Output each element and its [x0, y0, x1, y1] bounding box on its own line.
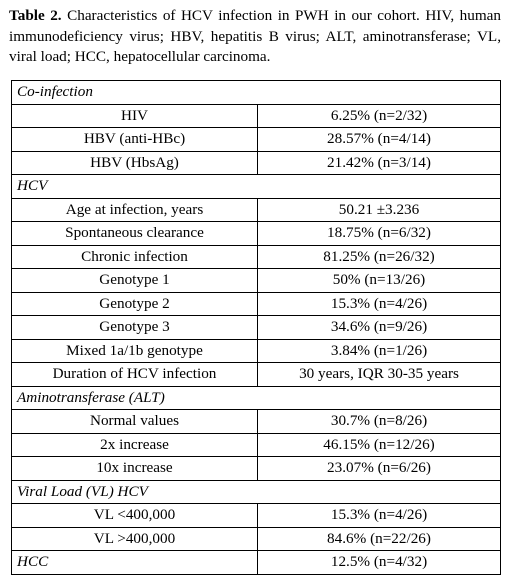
row-value: 6.25% (n=2/32) [258, 104, 501, 128]
section-header-row [12, 386, 501, 410]
section-header-row [12, 175, 501, 199]
row-value: 30.7% (n=8/26) [258, 410, 501, 434]
row-label: 10x increase [12, 457, 258, 481]
section-title-viral-load: Viral Load (VL) HCV [12, 480, 501, 504]
row-value: 84.6% (n=22/26) [258, 527, 501, 551]
row-label: VL >400,000 [12, 527, 258, 551]
section-title-co-infection: Co-infection [12, 81, 501, 105]
table-row [12, 316, 501, 340]
row-label: Mixed 1a/1b genotype [12, 339, 258, 363]
hcc-value: 12.5% (n=4/32) [258, 551, 501, 575]
row-value: 46.15% (n=12/26) [258, 433, 501, 457]
table-row [12, 104, 501, 128]
row-value: 23.07% (n=6/26) [258, 457, 501, 481]
table-row [12, 198, 501, 222]
table-row [12, 410, 501, 434]
table-row [12, 433, 501, 457]
row-label: Age at infection, years [12, 198, 258, 222]
table-row [12, 363, 501, 387]
table-row [12, 457, 501, 481]
row-value: 34.6% (n=9/26) [258, 316, 501, 340]
table-row [12, 292, 501, 316]
row-value: 15.3% (n=4/26) [258, 292, 501, 316]
table-row [12, 151, 501, 175]
section-header-row [12, 480, 501, 504]
table-caption-label: Table 2. [9, 7, 62, 24]
row-value: 18.75% (n=6/32) [258, 222, 501, 246]
section-title-alt: Aminotransferase (ALT) [12, 386, 501, 410]
row-label: Normal values [12, 410, 258, 434]
section-title-hcv: HCV [12, 175, 501, 199]
row-label: HIV [12, 104, 258, 128]
row-value: 50.21 ±3.236 [258, 198, 501, 222]
row-label: VL <400,000 [12, 504, 258, 528]
table-row [12, 339, 501, 363]
row-value: 30 years, IQR 30-35 years [258, 363, 501, 387]
table-row [12, 269, 501, 293]
row-value: 3.84% (n=1/26) [258, 339, 501, 363]
row-label: Genotype 3 [12, 316, 258, 340]
hcc-row [12, 551, 501, 575]
row-label: Genotype 1 [12, 269, 258, 293]
row-value: 15.3% (n=4/26) [258, 504, 501, 528]
hcv-characteristics-table [11, 80, 501, 575]
row-label: Duration of HCV infection [12, 363, 258, 387]
section-title-hcc: HCC [12, 551, 258, 575]
table-row [12, 128, 501, 152]
row-label: HBV (anti-HBc) [12, 128, 258, 152]
table-row [12, 504, 501, 528]
table-row [12, 245, 501, 269]
row-value: 81.25% (n=26/32) [258, 245, 501, 269]
table-row [12, 222, 501, 246]
section-header-row [12, 81, 501, 105]
table-row [12, 527, 501, 551]
row-value: 50% (n=13/26) [258, 269, 501, 293]
row-label: Spontaneous clearance [12, 222, 258, 246]
row-value: 21.42% (n=3/14) [258, 151, 501, 175]
row-label: Chronic infection [12, 245, 258, 269]
row-label: HBV (HbsAg) [12, 151, 258, 175]
table-caption-text: Characteristics of HCV infection in PWH in our cohort. HIV, human immunodeficiency virus; HBV, hepatitis B virus; ALT, aminotransferase; VL, viral load; HCC, hepatocellular carcinoma. [9, 7, 501, 65]
row-label: 2x increase [12, 433, 258, 457]
table-caption [9, 6, 501, 68]
row-label: Genotype 2 [12, 292, 258, 316]
row-value: 28.57% (n=4/14) [258, 128, 501, 152]
